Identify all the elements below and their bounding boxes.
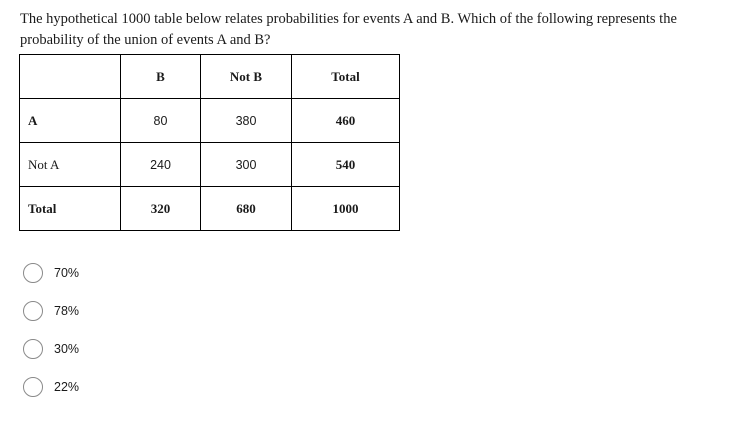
answer-option[interactable] <box>23 336 79 362</box>
row-label: Not A <box>20 143 121 187</box>
table-cell: 680 <box>201 187 292 231</box>
table-header-cell: Not B <box>201 55 292 99</box>
radio-button[interactable] <box>23 301 43 321</box>
row-label: A <box>20 99 121 143</box>
option-label: 22% <box>54 380 80 394</box>
answer-option[interactable] <box>23 374 79 400</box>
table-cell: 1000 <box>292 187 400 231</box>
radio-button[interactable] <box>23 377 43 397</box>
option-label: 30% <box>54 342 80 356</box>
table-header-cell: B <box>121 55 201 99</box>
table-row <box>20 187 400 231</box>
table-header-cell: Total <box>292 55 400 99</box>
table-cell: 320 <box>121 187 201 231</box>
table-header-row <box>20 55 400 99</box>
radio-button[interactable] <box>23 339 43 359</box>
table-cell: 540 <box>292 143 400 187</box>
table-row <box>20 99 400 143</box>
option-label: 70% <box>54 266 80 280</box>
option-label: 78% <box>54 304 80 318</box>
table-cell: 80 <box>121 99 201 143</box>
table-cell: 240 <box>121 143 201 187</box>
table-cell: 460 <box>292 99 400 143</box>
table-header-cell <box>20 55 121 99</box>
row-label: Total <box>20 187 121 231</box>
radio-button[interactable] <box>23 263 43 283</box>
table-row <box>20 143 400 187</box>
answer-options <box>23 260 79 412</box>
probability-table <box>19 54 400 231</box>
answer-option[interactable] <box>23 260 79 286</box>
question-text: The hypothetical 1000 table below relates probabilities for events A and B. Which of the following represents the probability of the union of events A and B? <box>20 11 677 48</box>
answer-option[interactable] <box>23 298 79 324</box>
table-cell: 300 <box>201 143 292 187</box>
table-cell: 380 <box>201 99 292 143</box>
